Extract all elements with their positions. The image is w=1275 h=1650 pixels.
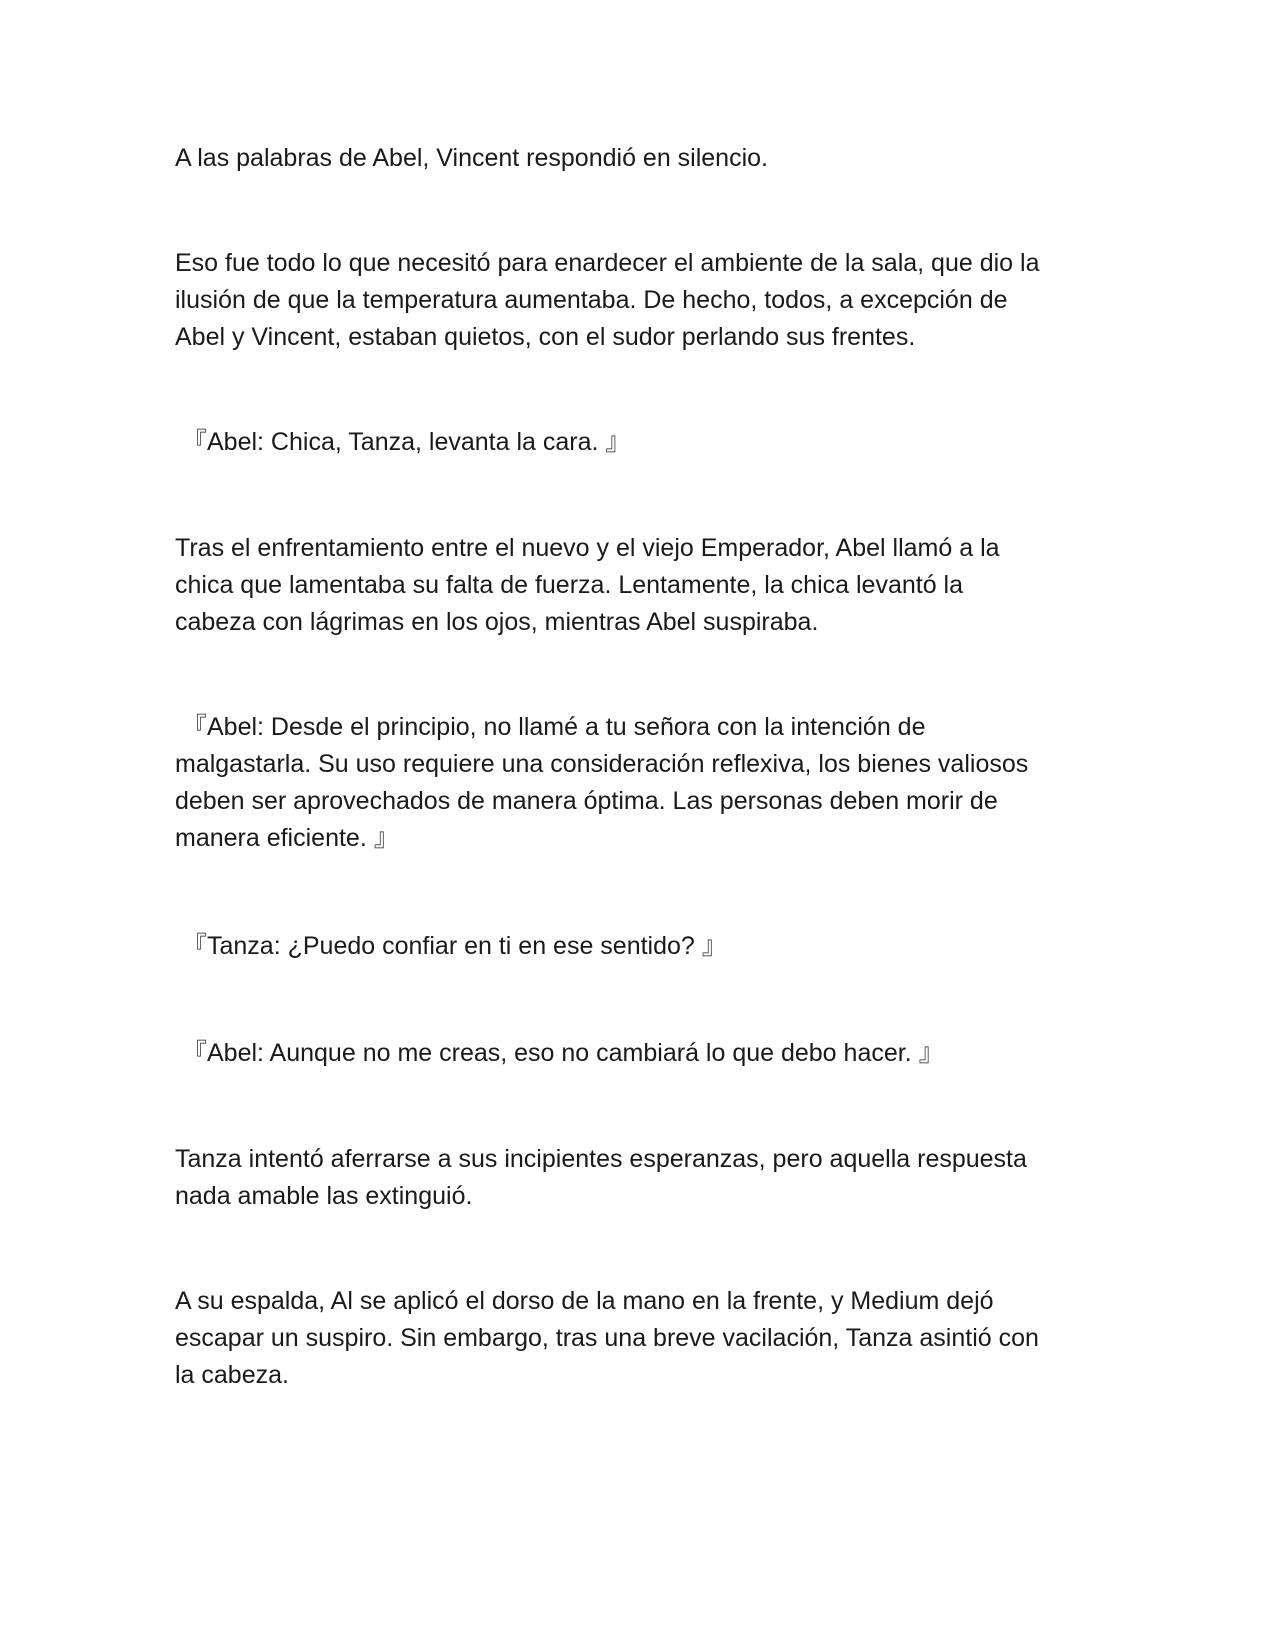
text-line: 『Abel: Aunque no me creas, eso no cambiará lo que debo hacer. 』 [182,1039,944,1067]
dialogue-tanza [182,928,1102,965]
text-line: Abel y Vincent, estaban quietos, con el sudor perlando sus frentes. [175,323,916,351]
paragraph-2 [175,245,1095,356]
text-line: A las palabras de Abel, Vincent respondió en silencio. [175,144,768,172]
text-line: 『Tanza: ¿Puedo confiar en ti en ese sentido? 』 [182,932,727,960]
paragraph-4 [175,1141,1095,1215]
text-line: cabeza con lágrimas en los ojos, mientras Abel suspiraba. [175,608,819,636]
text-line: ilusión de que la temperatura aumentaba. De hecho, todos, a excepción de [175,286,1008,314]
text-line: Tras el enfrentamiento entre el nuevo y el viejo Emperador, Abel llamó a la [175,534,1000,562]
text-line: malgastarla. Su uso requiere una consideración reflexiva, los bienes valiosos [175,750,1029,778]
text-line: escapar un suspiro. Sin embargo, tras una breve vacilación, Tanza asintió con [175,1324,1039,1352]
text-line: 『Abel: Chica, Tanza, levanta la cara. 』 [182,428,631,456]
text-line: nada amable las extinguió. [175,1182,473,1210]
dialogue-abel-3 [182,1035,1102,1072]
text-line: deben ser aprovechados de manera óptima. Las personas deben morir de [175,787,998,815]
text-line: Tanza intentó aferrarse a sus incipientes esperanzas, pero aquella respuesta [175,1145,1027,1173]
text-line: Eso fue todo lo que necesitó para enardecer el ambiente de la sala, que dio la [175,249,1040,277]
paragraph-5 [175,1283,1095,1394]
text-line: manera eficiente. 』 [175,824,399,852]
text-line: 『Abel: Desde el principio, no llamé a tu señora con la intención de [182,713,926,741]
dialogue-abel-1 [182,424,1102,461]
text-line: A su espalda, Al se aplicó el dorso de la mano en la frente, y Medium dejó [175,1287,994,1315]
text-line: chica que lamentaba su falta de fuerza. Lentamente, la chica levantó la [175,571,964,599]
text-line: la cabeza. [175,1361,289,1389]
dialogue-abel-2 [175,709,1095,857]
paragraph-3 [175,530,1095,641]
paragraph-1 [175,140,1095,177]
